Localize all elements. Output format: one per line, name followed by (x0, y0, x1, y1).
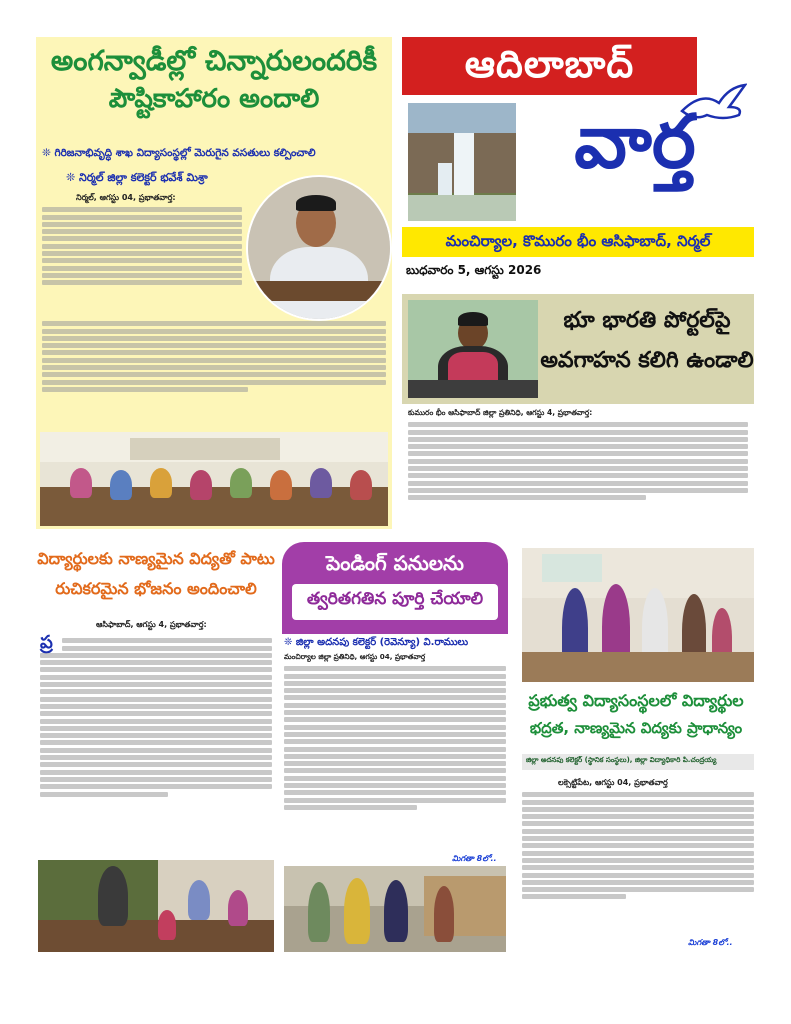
story-education-safety-subhead: జిల్లా అదనపు కలెక్టర్ (స్థానిక సంస్థలు), జిల్లా విద్యాధికారి పి.చంద్రయ్య (526, 756, 717, 764)
story-pending-works-headline-2: త్వరితగతిన పూర్తి చేయాలి (306, 589, 484, 609)
story-education-safety-headline-1: ప్రభుత్వ విద్యాసంస్థలలో విద్యార్థుల (528, 691, 744, 710)
story-bhubharathi-dateline: కుమురం భీం ఆసిఫాబాద్ జిల్లా ప్రతినిధి, ఆగస్టు 4, ప్రభాతవార్త: (408, 408, 593, 417)
story-anganwadi-headline-1: అంగన్వాడీల్లో చిన్నారులందరికీ (50, 44, 378, 77)
story-education-safety-more: మిగతా 8లో.. (688, 938, 733, 947)
story-education-safety-body (522, 790, 754, 950)
masthead-date: బుధవారం 5, ఆగస్టు 2026 (406, 263, 542, 277)
official-photo (408, 300, 538, 398)
story-anganwadi (36, 37, 392, 529)
story-anganwadi-headline-2: పౌష్టికాహారం అందాలి (108, 84, 320, 114)
story-students-food (36, 540, 276, 924)
story-anganwadi-body-2 (42, 319, 386, 429)
kitchen-photo (38, 860, 274, 952)
story-education-safety-headline-2: భద్రత, నాణ్యమైన విద్యకు ప్రాధాన్యం (529, 719, 743, 737)
story-pending-works (282, 540, 508, 924)
story-students-food-body (40, 636, 272, 850)
story-education-safety-dateline: లక్సెట్టిపేట, ఆగస్టు 04, ప్రభాతవార్త (558, 778, 668, 787)
story-anganwadi-dateline: నిర్మల్, ఆగస్టు 04, ప్రభాతవార్త: (76, 193, 176, 202)
story-students-food-headline-1: విద్యార్థులకు నాణ్యమైన విద్యతో పాటు (37, 549, 275, 568)
story-pending-works-body (284, 664, 506, 864)
story-pending-works-more: మిగతా 8లో.. (452, 854, 497, 863)
warehouse-photo (284, 866, 506, 952)
story-students-food-headline-2: రుచికరమైన భోజనం అందించాలి (55, 579, 257, 598)
masthead (402, 37, 754, 287)
masthead-city: ఆదిలాబాద్ (464, 42, 635, 86)
story-bhubharathi-headline-2: అవగాహన కలిగి ఉండాలి (540, 348, 754, 373)
masthead-districts: మంచిర్యాల, కొమురం భీం ఆసిఫాబాద్, నిర్మల్ (445, 232, 711, 250)
story-anganwadi-subhead: ❊ గిరిజనాభివృద్ధి శాఖ విద్యాసంస్థల్లో మెరుగైన వసతులు కల్పించాలి (42, 147, 316, 159)
waterfall-photo (408, 103, 516, 221)
story-bhubharathi (402, 294, 754, 530)
story-students-food-dropcap: ప్ర (40, 632, 53, 653)
story-pending-works-dateline: మంచిర్యాల జిల్లా ప్రతినిధి, ఆగస్టు 04, ప్రభాతవార్త (284, 652, 426, 661)
story-students-food-dateline: ఆసిఫాబాద్, ఆగస్టు 4, ప్రభాతవార్త: (96, 620, 207, 629)
collector-photo (246, 175, 392, 321)
story-bhubharathi-headline-1: భూ భారతి పోర్టల్‌పై (563, 308, 731, 333)
classroom-photo (40, 432, 388, 526)
story-anganwadi-byline: ❊ నిర్మల్ జిల్లా కలెక్టర్ భవేశ్ మిశ్రా (66, 171, 208, 184)
school-photo (522, 548, 754, 682)
story-pending-works-headline-1: పెండింగ్ పనులను (326, 551, 464, 575)
story-education-safety (518, 540, 754, 947)
story-bhubharathi-body (408, 420, 748, 528)
masthead-title: వార్త (574, 99, 696, 185)
story-anganwadi-body (42, 205, 242, 315)
story-pending-works-subhead: ❊ జిల్లా అదనపు కలెక్టర్ (రెవెన్యూ) వి.రాములు (284, 637, 469, 648)
